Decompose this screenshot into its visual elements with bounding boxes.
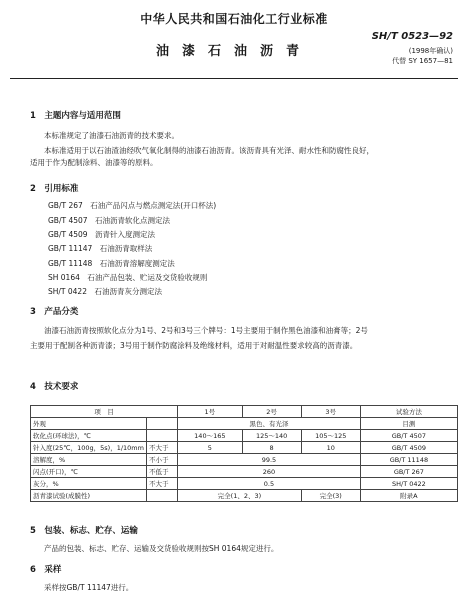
column-header-grade-1: 1号 (178, 406, 242, 418)
table-row (31, 430, 458, 442)
row-value-grade-3: 完全(3) (301, 490, 360, 502)
column-header-item: 项 目 (31, 406, 178, 418)
section-2-title: 2 引用标准 (30, 184, 79, 194)
confirmation-note: (1998年确认) (408, 47, 453, 55)
row-limit: 不大于 (146, 442, 177, 454)
table-row (31, 466, 458, 478)
section-1-title: 1 主题内容与适用范围 (30, 111, 121, 121)
row-item: 软化点(环球法)，℃ (31, 430, 147, 442)
issuing-organization: 中华人民共和国石油化工行业标准 (140, 12, 328, 26)
section-1-para-2a: 本标准适用于以石油渣油经吹气氧化制得的油漆石油沥青。该沥青具有光泽、耐水性和防腐性良好， (44, 146, 374, 155)
column-header-grade-3: 3号 (301, 406, 360, 418)
table-row (31, 454, 458, 466)
row-limit (146, 430, 177, 442)
section-3-title: 3 产品分类 (30, 307, 79, 317)
header-divider (10, 78, 458, 79)
row-value-grade-1: 140～165 (178, 430, 242, 442)
row-limit: 不低于 (146, 466, 177, 478)
section-1-para-1: 本标准规定了油漆石油沥青的技术要求。 (44, 131, 179, 140)
reference-item: GB/T 11148 石油沥青溶解度测定法 (48, 259, 175, 268)
row-limit (146, 490, 177, 502)
row-value-grade-2: 125～140 (242, 430, 301, 442)
reference-item: GB/T 11147 石油沥青取样法 (48, 244, 153, 253)
table-row (31, 490, 458, 502)
row-value-grade-1: 5 (178, 442, 242, 454)
row-value-all-grades: 99.5 (178, 454, 361, 466)
section-1-para-2b: 适用于作为配制涂料、油漆等的原料。 (30, 158, 158, 167)
row-test-method: 附录A (360, 490, 457, 502)
row-item: 灰分，% (31, 478, 147, 490)
row-item: 溶解度，% (31, 454, 147, 466)
row-item: 闪点(开口)，℃ (31, 466, 147, 478)
technical-requirements-table (30, 405, 458, 502)
section-4-title: 4 技术要求 (30, 382, 79, 392)
row-test-method: GB/T 4509 (360, 442, 457, 454)
table-row (31, 418, 458, 430)
document-title: 油漆石油沥青 (155, 44, 312, 59)
replaces-note: 代替 SY 1657—81 (392, 57, 453, 65)
column-header-test-method: 试验方法 (360, 406, 457, 418)
row-value-all-grades: 黑色、有光泽 (178, 418, 361, 430)
row-value-all-grades: 0.5 (178, 478, 361, 490)
section-6-para-1: 采样按GB/T 11147进行。 (44, 583, 134, 592)
row-test-method: SH/T 0422 (360, 478, 457, 490)
row-limit: 不小于 (146, 454, 177, 466)
row-value-grades-1-2: 完全(1、2、3) (178, 490, 302, 502)
row-item: 针入度(25℃，100g，5s)，1/10mm (31, 442, 147, 454)
row-test-method: GB/T 267 (360, 466, 457, 478)
section-5-para-1: 产品的包装、标志、贮存、运输及交货验收规则按SH 0164规定进行。 (44, 544, 279, 553)
row-value-grade-3: 105～125 (301, 430, 360, 442)
standard-number: SH/T 0523—92 (371, 31, 453, 42)
reference-item: GB/T 4507 石油沥青软化点测定法 (48, 216, 171, 225)
row-value-grade-2: 8 (242, 442, 301, 454)
reference-item: GB/T 267 石油产品闪点与燃点测定法(开口杯法) (48, 201, 217, 210)
section-3-para-2: 主要用于配制各种沥青漆；3号用于制作防腐涂料及绝缘材料，适用于对耐温性要求较高的沥青漆。 (30, 341, 358, 350)
section-5-title: 5 包装、标志、贮存、运输 (30, 526, 138, 536)
row-test-method: GB/T 4507 (360, 430, 457, 442)
row-test-method: 目测 (360, 418, 457, 430)
reference-item: SH/T 0422 石油沥青灰分测定法 (48, 287, 162, 296)
table-row (31, 478, 458, 490)
section-3-para-1: 油漆石油沥青按照软化点分为1号、2号和3号三个牌号：1号主要用于制作黑色油漆和油膏等；2号 (44, 326, 368, 335)
table-row (31, 442, 458, 454)
row-limit: 不大于 (146, 478, 177, 490)
row-test-method: GB/T 11148 (360, 454, 457, 466)
row-item: 外观 (31, 418, 147, 430)
row-limit (146, 418, 177, 430)
reference-item: GB/T 4509 沥青针入度测定法 (48, 230, 156, 239)
section-6-title: 6 采样 (30, 565, 62, 575)
row-value-all-grades: 260 (178, 466, 361, 478)
row-item: 沥青漆试验(成膜性) (31, 490, 147, 502)
row-value-grade-3: 10 (301, 442, 360, 454)
table-header-row (31, 406, 458, 418)
column-header-grade-2: 2号 (242, 406, 301, 418)
reference-item: SH 0164 石油产品包装、贮运及交货验收规则 (48, 273, 208, 282)
